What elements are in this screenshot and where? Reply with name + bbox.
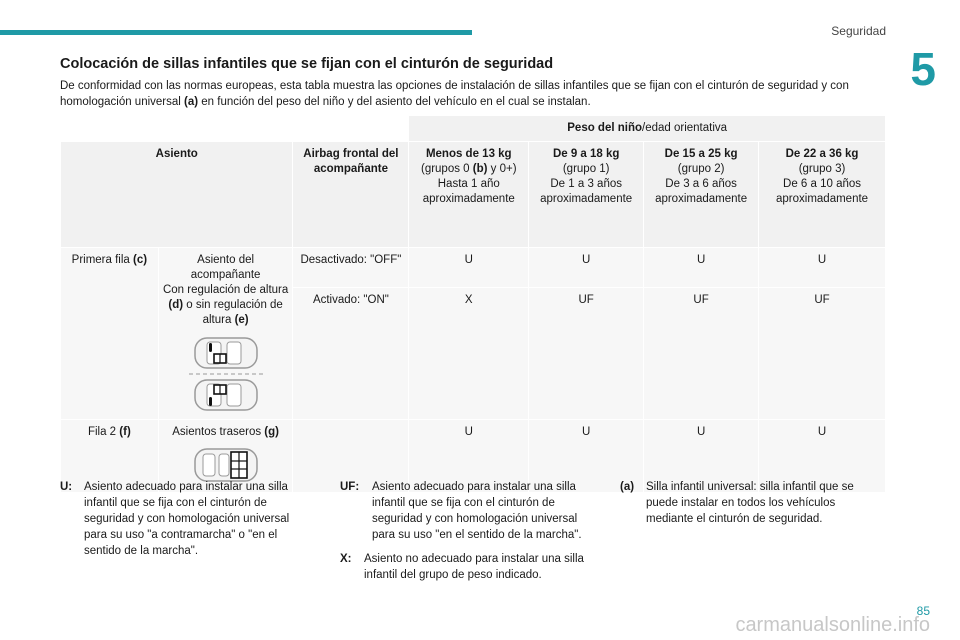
airbag-off-label: Desactivado: "OFF" <box>293 248 409 288</box>
chapter-number: 5 <box>910 43 936 95</box>
value-cell: U <box>529 420 644 493</box>
watermark: carmanualsonline.info <box>735 614 930 636</box>
value-cell: U <box>759 248 886 288</box>
value-cell: U <box>529 248 644 288</box>
legend-item-uf: UF: Asiento adecuado para instalar una silla infantil que se fija con el cinturón de seguridad y con homologación universal para su uso "en el sentido de la marcha". <box>340 481 582 541</box>
car-front-seat-diagram-icon <box>189 334 263 414</box>
value-cell: U <box>759 420 886 493</box>
group-header: De 9 a 18 kg (grupo 1) De 1 a 3 años aproximadamente <box>529 142 644 248</box>
value-cell: U <box>644 420 759 493</box>
weight-header: Peso del niño/edad orientativa <box>409 116 886 142</box>
header-accent-bar <box>0 30 472 35</box>
child-seat-table <box>60 115 886 493</box>
legend-item-a: (a) Silla infantil universal: silla infantil que se puede instalar en todos los vehículos mediante el cinturón de seguridad. <box>620 481 854 525</box>
section-label: Seguridad <box>831 24 886 38</box>
col-airbag-header: Airbag frontal del acompañante <box>293 142 409 248</box>
page-title: Colocación de sillas infantiles que se fijan con el cinturón de seguridad <box>60 56 554 72</box>
value-cell: U <box>409 420 529 493</box>
airbag-on-label: Activado: "ON" <box>293 288 409 420</box>
group-header: De 22 a 36 kg (grupo 3) De 6 a 10 años aproximadamente <box>759 142 886 248</box>
seat-front-passenger: Asiento del acompañante Con regulación de altura (d) o sin regulación de altura (e) <box>158 248 293 420</box>
value-cell: UF <box>759 288 886 420</box>
row-label-front: Primera fila (c) <box>61 248 159 420</box>
value-cell: U <box>644 248 759 288</box>
legend-item-u: U: Asiento adecuado para instalar una silla infantil que se fija con el cinturón de seguridad y con homologación universal para su uso "a contramarcha" o "en el sentido de la marcha". <box>60 481 290 557</box>
legend-item-x: X: Asiento no adecuado para instalar una silla infantil del grupo de peso indicado. <box>340 553 584 581</box>
page-number: 85 <box>916 604 930 618</box>
group-header: De 15 a 25 kg (grupo 2) De 3 a 6 años aproximadamente <box>644 142 759 248</box>
row-label-rear: Fila 2 (f) <box>61 420 159 493</box>
col-seat-header: Asiento <box>61 142 293 248</box>
legend-column-2 <box>340 479 595 591</box>
legend-column-3 <box>620 479 870 535</box>
value-cell: UF <box>644 288 759 420</box>
legend-column-1 <box>60 479 305 567</box>
value-cell: UF <box>529 288 644 420</box>
seat-rear: Asientos traseros (g) <box>158 420 293 493</box>
value-cell: U <box>409 248 529 288</box>
value-cell: X <box>409 288 529 420</box>
group-header: Menos de 13 kg (grupos 0 (b) y 0+) Hasta 1 año aproximadamente <box>409 142 529 248</box>
intro-paragraph: De conformidad con las normas europeas, esta tabla muestra las opciones de instalación de sillas infantiles que se fijan con el cinturón de seguridad y con homologación universal (a) en función del peso del niño y del asiento del vehículo en el cual se instalan. <box>60 80 849 108</box>
